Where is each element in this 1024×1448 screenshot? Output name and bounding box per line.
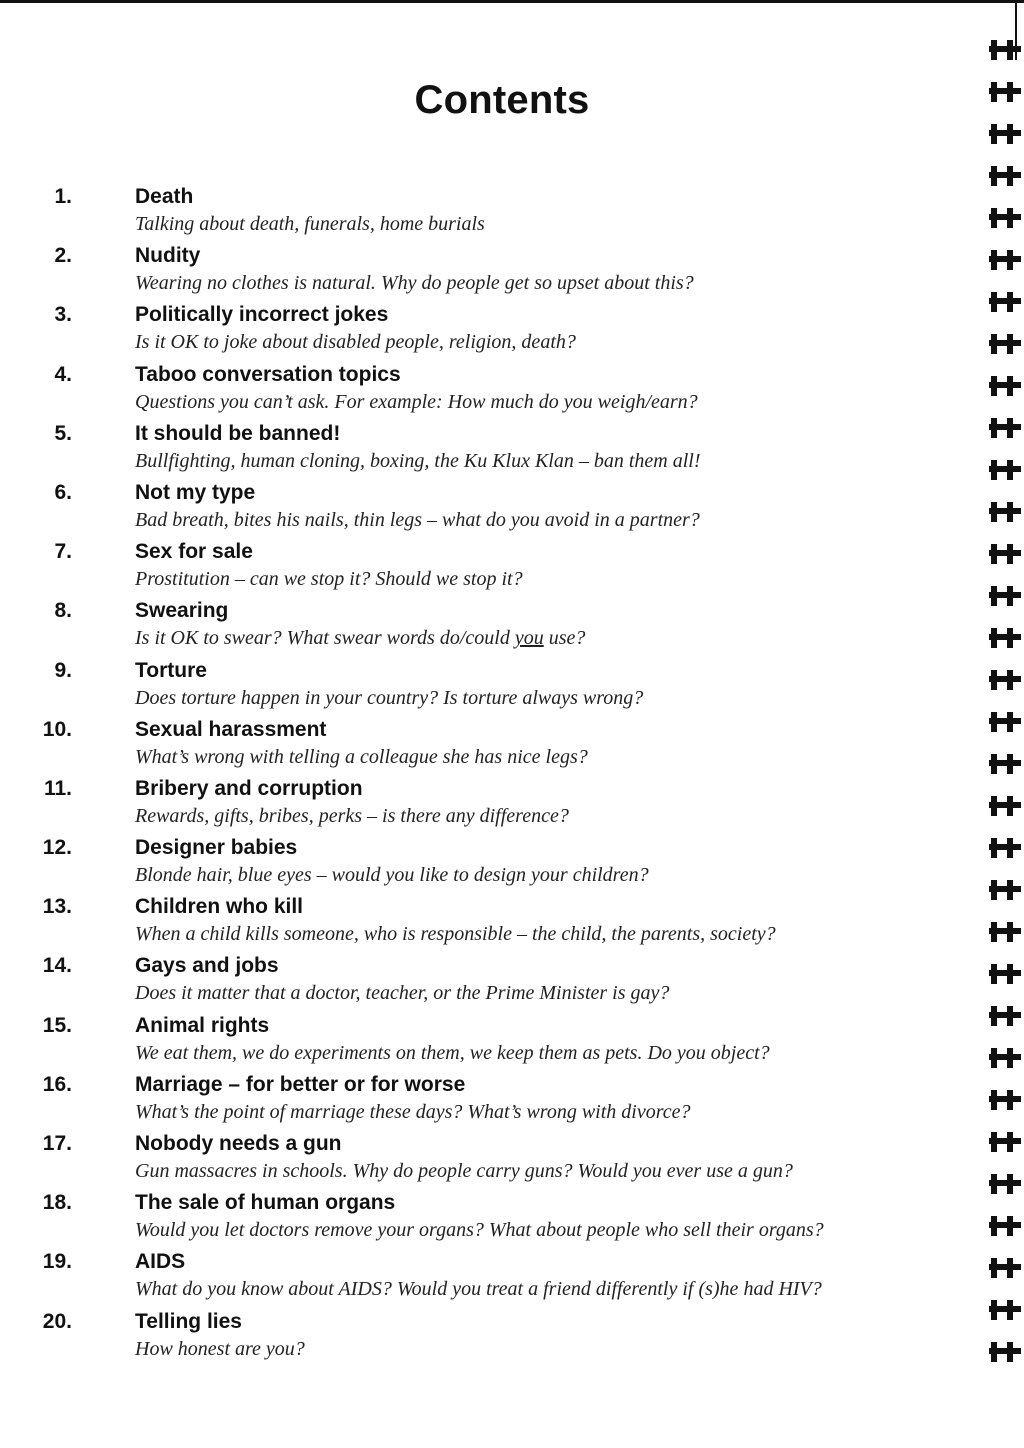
toc-entry-number: 12. <box>42 836 72 860</box>
toc-entry <box>0 776 980 835</box>
toc-entry <box>0 480 980 539</box>
toc-entry-subtitle: Blonde hair, blue eyes – would you like to design your children? <box>135 864 649 887</box>
toc-entry-subtitle: Wearing no clothes is natural. Why do people get so upset about this? <box>135 272 694 295</box>
binding-ring <box>985 82 1024 102</box>
toc-entry-title: Nudity <box>135 244 201 268</box>
binding-ring <box>985 334 1024 354</box>
toc-entry-number: 14. <box>42 954 72 978</box>
spiral-binding <box>985 40 1024 1440</box>
binding-ring <box>985 250 1024 270</box>
binding-ring <box>985 1090 1024 1110</box>
toc-entry <box>0 953 980 1012</box>
toc-entry-subtitle: Rewards, gifts, bribes, perks – is there any difference? <box>135 804 569 827</box>
toc-entry-number: 17. <box>42 1132 72 1155</box>
toc-entry-number: 3. <box>54 303 72 327</box>
toc-entry-subtitle: Bullfighting, human cloning, boxing, the Ku Klux Klan – ban them all! <box>135 449 701 472</box>
toc-entry-title: AIDS <box>135 1250 186 1274</box>
toc-entry <box>0 1072 980 1131</box>
toc-entry-title: Sexual harassment <box>135 717 327 741</box>
toc-entry-subtitle: Is it OK to joke about disabled people, religion, death? <box>135 331 576 354</box>
toc-entry-title: Children who kill <box>135 895 304 919</box>
toc-entry <box>0 1190 980 1249</box>
binding-ring <box>985 964 1024 984</box>
toc-entry-subtitle-part: use? <box>543 627 586 650</box>
binding-ring <box>985 1258 1024 1278</box>
toc-entry-subtitle: We eat them, we do experiments on them, we keep them as pets. Do you object? <box>135 1041 770 1064</box>
toc-entry-subtitle: Gun massacres in schools. Why do people carry guns? Would you ever use a gun? <box>135 1160 793 1182</box>
toc-entry-number: 16. <box>42 1072 72 1096</box>
binding-ring <box>985 1342 1024 1362</box>
toc-entry-number: 5. <box>54 421 72 445</box>
binding-ring <box>985 418 1024 438</box>
toc-entry-subtitle: Talking about death, funerals, home burials <box>135 213 485 235</box>
binding-ring <box>985 544 1024 564</box>
toc-entry-subtitle <box>135 626 585 650</box>
binding-ring <box>985 1006 1024 1026</box>
toc-entry <box>0 243 980 302</box>
page-title: Contents <box>414 78 590 122</box>
binding-ring <box>985 166 1024 186</box>
toc-entry-number: 11. <box>43 776 72 800</box>
binding-ring <box>985 208 1024 228</box>
toc-entry <box>0 894 980 953</box>
binding-ring <box>985 40 1024 60</box>
toc-entry-number: 9. <box>54 658 72 682</box>
toc-entry-number: 6. <box>54 480 72 504</box>
binding-ring <box>985 292 1024 312</box>
toc-entry-subtitle: Does it matter that a doctor, teacher, or the Prime Minister is gay? <box>135 982 670 1005</box>
toc-entry-number: 15. <box>42 1013 72 1037</box>
toc-entry <box>0 717 980 776</box>
toc-entry-subtitle: Questions you can’t ask. For example: How much do you weigh/earn? <box>135 390 698 413</box>
binding-ring <box>985 124 1024 144</box>
toc-entry <box>0 1309 980 1368</box>
binding-ring <box>985 754 1024 774</box>
binding-ring <box>985 1132 1024 1152</box>
binding-ring <box>985 880 1024 900</box>
toc-entry-number: 4. <box>54 362 72 386</box>
toc-entry-number: 18. <box>42 1191 72 1215</box>
toc-entry-title: Gays and jobs <box>135 954 279 978</box>
binding-ring <box>985 796 1024 816</box>
toc-entry-title: Designer babies <box>135 836 298 860</box>
toc-entry-title: Swearing <box>135 599 229 623</box>
toc-entry-title: Nobody needs a gun <box>135 1132 342 1155</box>
toc-entry-subtitle: What’s the point of marriage these days? What’s wrong with divorce? <box>135 1100 691 1123</box>
binding-ring <box>985 376 1024 396</box>
toc-entry-subtitle-part: Is it OK to swear? What swear words do/could <box>135 627 515 650</box>
binding-ring <box>985 586 1024 606</box>
toc-entry-title: Torture <box>135 658 207 682</box>
binding-ring <box>985 670 1024 690</box>
binding-ring <box>985 838 1024 858</box>
toc-entry-subtitle: What do you know about AIDS? Would you treat a friend differently if (s)he had HIV? <box>135 1278 822 1301</box>
toc-entry-title: Sex for sale <box>135 540 253 564</box>
binding-ring <box>985 1174 1024 1194</box>
toc-entry-number: 1. <box>54 185 72 208</box>
toc-entry-title: Telling lies <box>135 1309 242 1333</box>
toc-entry-number: 19. <box>42 1250 72 1274</box>
toc-entry-subtitle: Does torture happen in your country? Is torture always wrong? <box>135 686 644 709</box>
binding-ring <box>985 502 1024 522</box>
toc-entry <box>0 421 980 480</box>
toc-entry <box>0 1013 980 1072</box>
toc-entry-subtitle: How honest are you? <box>135 1337 305 1360</box>
toc-entry <box>0 1131 980 1190</box>
toc-entry-title: Bribery and corruption <box>135 776 363 800</box>
page-top-border <box>0 0 1024 3</box>
toc-entry-title: The sale of human organs <box>135 1191 396 1215</box>
binding-ring <box>985 628 1024 648</box>
toc-entry <box>0 598 980 657</box>
toc-entry-number: 8. <box>54 599 72 623</box>
toc-entry <box>0 539 980 598</box>
toc-entry <box>0 1249 980 1308</box>
binding-ring <box>985 712 1024 732</box>
toc-entry-title: Animal rights <box>135 1013 270 1037</box>
toc-entry-number: 20. <box>42 1309 72 1333</box>
toc-entry-subtitle: Prostitution – can we stop it? Should we stop it? <box>135 568 523 591</box>
toc-entry-title: Not my type <box>135 480 256 504</box>
binding-ring <box>985 1048 1024 1068</box>
table-of-contents <box>0 184 980 1368</box>
toc-entry-title: Marriage – for better or for worse <box>135 1072 466 1096</box>
toc-entry-title: Death <box>135 185 194 208</box>
binding-ring <box>985 1216 1024 1236</box>
toc-entry-subtitle-emphasis: you <box>514 627 544 650</box>
toc-entry <box>0 362 980 421</box>
toc-entry-number: 2. <box>54 244 72 268</box>
toc-entry-number: 7. <box>54 540 72 564</box>
toc-entry <box>0 835 980 894</box>
toc-entry-title: It should be banned! <box>135 421 341 445</box>
toc-entry-subtitle: Would you let doctors remove your organs? What about people who sell their organs? <box>135 1219 824 1242</box>
toc-entry-title: Politically incorrect jokes <box>135 303 389 327</box>
toc-entry-number: 13. <box>42 895 72 919</box>
toc-entry-subtitle: Bad breath, bites his nails, thin legs – what do you avoid in a partner? <box>135 508 700 531</box>
toc-entry <box>0 184 980 243</box>
binding-ring <box>985 460 1024 480</box>
toc-entry-subtitle: What’s wrong with telling a colleague she has nice legs? <box>135 745 588 768</box>
binding-ring <box>985 1300 1024 1320</box>
toc-entry <box>0 658 980 717</box>
binding-ring <box>985 922 1024 942</box>
toc-entry <box>0 302 980 361</box>
toc-entry-subtitle: When a child kills someone, who is responsible – the child, the parents, society? <box>135 923 776 946</box>
toc-entry-title: Taboo conversation topics <box>135 362 401 386</box>
toc-entry-number: 10. <box>42 717 72 741</box>
